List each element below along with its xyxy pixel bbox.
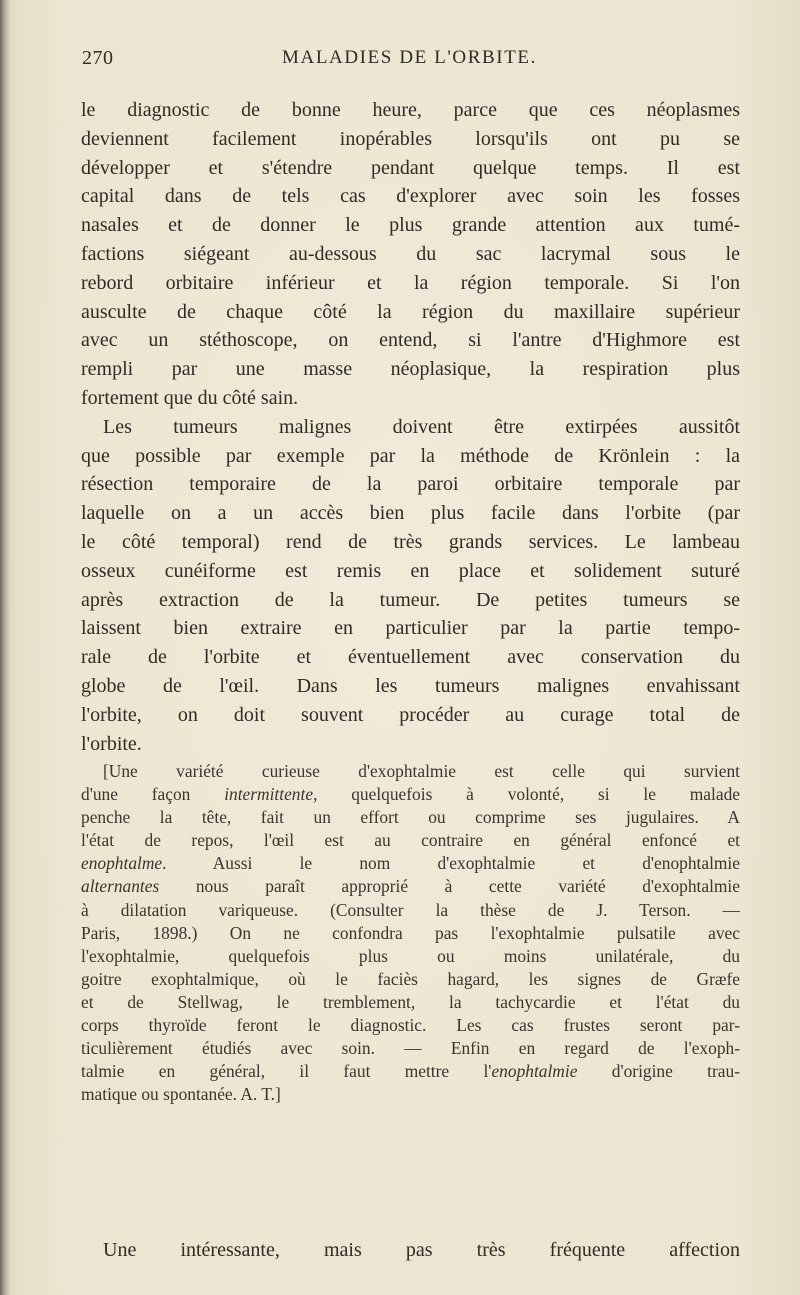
running-head	[82, 47, 742, 77]
closing-line: Une intéressante, mais pas très fréquente affection	[103, 1239, 740, 1261]
note-line: et de Stellwag, le tremblement, la tachycardie et l'état du	[81, 991, 740, 1012]
note-line: Paris, 1898.) On ne confondra pas l'exophtalmie pulsatile avec	[81, 922, 740, 943]
main-line: laquelle on a un accès bien plus facile dans l'orbite (par	[81, 502, 740, 525]
main-line: laissent bien extraire en particulier par la partie tempo-	[81, 617, 740, 640]
closing-paragraph	[81, 1236, 740, 1265]
note-line: corps thyroïde feront le diagnostic. Les cas frustes seront par-	[81, 1015, 740, 1036]
main-line: fortement que du côté sain.	[81, 386, 299, 409]
main-line: nasales et de donner le plus grande attention aux tumé-	[81, 214, 740, 237]
note-line: l'état de repos, l'œil est au contraire en général enfoncé et	[81, 830, 740, 851]
translator-note	[81, 760, 740, 1106]
main-line: l'orbite.	[81, 732, 142, 755]
page-number: 270	[82, 47, 114, 69]
main-line: rebord orbitaire inférieur et la région temporale. Si l'on	[81, 271, 740, 294]
main-line: osseux cunéiforme est remis en place et solidement suturé	[81, 559, 740, 582]
main-line: le diagnostic de bonne heure, parce que ces néoplasmes	[81, 99, 740, 121]
main-line: deviennent facilement inopérables lorsqu'ils ont pu se	[81, 127, 740, 150]
note-line: l'exophtalmie, quelquefois plus ou moins unilatérale, du	[81, 945, 740, 966]
main-line: rempli par une masse néoplasique, la respiration plus	[81, 358, 740, 381]
note-line: penche la tête, fait un effort ou comprime ses jugulaires. A	[81, 807, 740, 828]
main-line: résection temporaire de la paroi orbitaire temporale par	[81, 473, 740, 496]
note-line: alternantes nous paraît approprié à cette variété d'exophtalmie	[81, 876, 740, 897]
note-line: enophtalme. Aussi le nom d'exophtalmie et d'enophtalmie	[81, 853, 740, 874]
note-italic-term: intermittente	[224, 784, 314, 805]
main-line: Les tumeurs malignes doivent être extirpées aussitôt	[103, 415, 740, 438]
note-italic-term: enophtalmie	[491, 1061, 578, 1082]
main-line: capital dans de tels cas d'explorer avec soin les fosses	[81, 185, 740, 208]
main-line: l'orbite, on doit souvent procéder au curage total de	[81, 703, 740, 726]
main-line: que possible par exemple par la méthode de Krönlein : la	[81, 444, 740, 467]
main-paragraphs	[81, 96, 740, 758]
note-line: matique ou spontanée. A. T.]	[81, 1084, 281, 1105]
note-italic-term: alternantes	[81, 876, 160, 897]
main-line: après extraction de la tumeur. De petites tumeurs se	[81, 588, 740, 611]
main-line: globe de l'œil. Dans les tumeurs malignes envahissant	[81, 674, 740, 697]
note-line: [Une variété curieuse d'exophtalmie est celle qui survient	[103, 761, 740, 781]
binding-gutter-shadow	[0, 0, 10, 1295]
main-line: ausculte de chaque côté la région du maxillaire supérieur	[81, 300, 740, 323]
note-line: d'une façon intermittente, quelquefois à volonté, si le malade	[81, 784, 740, 805]
note-line: ticulièrement étudiés avec soin. — Enfin en regard de l'exoph-	[81, 1038, 740, 1059]
main-line: factions siégeant au-dessous du sac lacrymal sous le	[81, 242, 740, 265]
main-line: rale de l'orbite et éventuellement avec conservation du	[81, 646, 740, 669]
running-title: MALADIES DE L'ORBITE.	[282, 47, 537, 68]
main-line: développer et s'étendre pendant quelque temps. Il est	[81, 156, 740, 179]
note-italic-term: enophtalme	[81, 853, 163, 874]
note-line: à dilatation variqueuse. (Consulter la thèse de J. Terson. —	[81, 899, 740, 920]
main-line: le côté temporal) rend de très grands services. Le lambeau	[81, 530, 740, 553]
note-line: talmie en général, il faut mettre l'enophtalmie d'origine trau-	[81, 1061, 740, 1082]
note-line: goitre exophtalmique, où le faciès hagard, les signes de Græfe	[81, 968, 740, 989]
main-line: avec un stéthoscope, on entend, si l'antre d'Highmore est	[81, 329, 740, 352]
